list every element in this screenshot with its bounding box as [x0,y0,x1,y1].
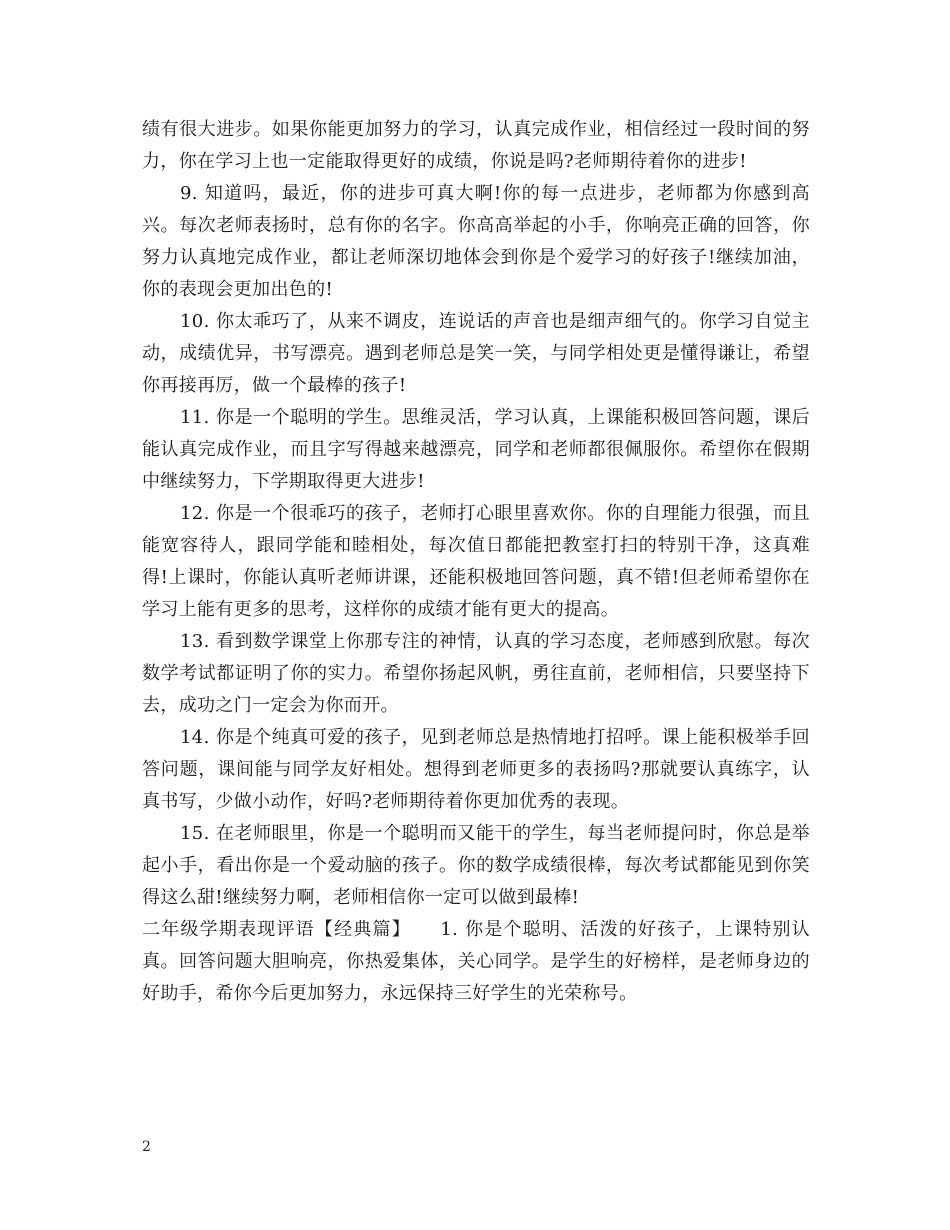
page-number: 2 [142,1139,151,1155]
document-body [142,114,810,1010]
paragraph-section-heading-classic: 二年级学期表现评语【经典篇】 1. 你是个聪明、活泼的好孩子，上课特别认真。回答问题大胆响亮，你热爱集体，关心同学。是学生的好榜样，是老师身边的好助手，希你今后更加努力，永远保持三好学生的光荣称号。 [142,919,810,1004]
paragraph-item-15: 15. 在老师眼里，你是一个聪明而又能干的学生，每当老师提问时，你总是举起小手，看出你是一个爱动脑的孩子。你的数学成绩很棒，每次考试都能见到你笑得这么甜!继续努力啊，老师相信你一定可以做到最棒! [142,823,810,908]
paragraph-item-13: 13. 看到数学课堂上你那专注的神情，认真的学习态度，老师感到欣慰。每次数学考试都证明了你的实力。希望你扬起风帆，勇往直前，老师相信，只要坚持下去，成功之门一定会为你而开。 [142,631,810,716]
paragraph-item-10: 10. 你太乖巧了，从来不调皮，连说话的声音也是细声细气的。你学习自觉主动，成绩优异，书写漂亮。遇到老师总是笑一笑，与同学相处更是懂得谦让，希望你再接再厉，做一个最棒的孩子! [142,311,810,396]
paragraph-item-11: 11. 你是一个聪明的学生。思维灵活，学习认真，上课能积极回答问题，课后能认真完成作业，而且字写得越来越漂亮，同学和老师都很佩服你。希望你在假期中继续努力，下学期取得更大进步! [142,407,810,492]
paragraph-continuation: 绩有很大进步。如果你能更加努力的学习，认真完成作业，相信经过一段时间的努力，你在学习上也一定能取得更好的成绩，你说是吗?老师期待着你的进步! [142,119,810,172]
paragraph-item-9: 9. 知道吗，最近，你的进步可真大啊!你的每一点进步，老师都为你感到高兴。每次老师表扬时，总有你的名字。你高高举起的小手，你响亮正确的回答，你努力认真地完成作业，都让老师深切地体会到你是个爱学习的好孩子!继续加油，你的表现会更加出色的! [142,183,810,300]
paragraph-item-12: 12. 你是一个很乖巧的孩子，老师打心眼里喜欢你。你的自理能力很强，而且能宽容待人，跟同学能和睦相处，每次值日都能把教室打扫的特别干净，这真难得!上课时，你能认真听老师讲课，还能积极地回答问题，真不错!但老师希望你在学习上能有更多的思考，这样你的成绩才能有更大的提高。 [142,503,810,620]
paragraph-item-14: 14. 你是个纯真可爱的孩子，见到老师总是热情地打招呼。课上能积极举手回答问题，课间能与同学友好相处。想得到老师更多的表扬吗?那就要认真练字，认真书写，少做小动作，好吗?老师期待着你更加优秀的表现。 [142,727,810,812]
